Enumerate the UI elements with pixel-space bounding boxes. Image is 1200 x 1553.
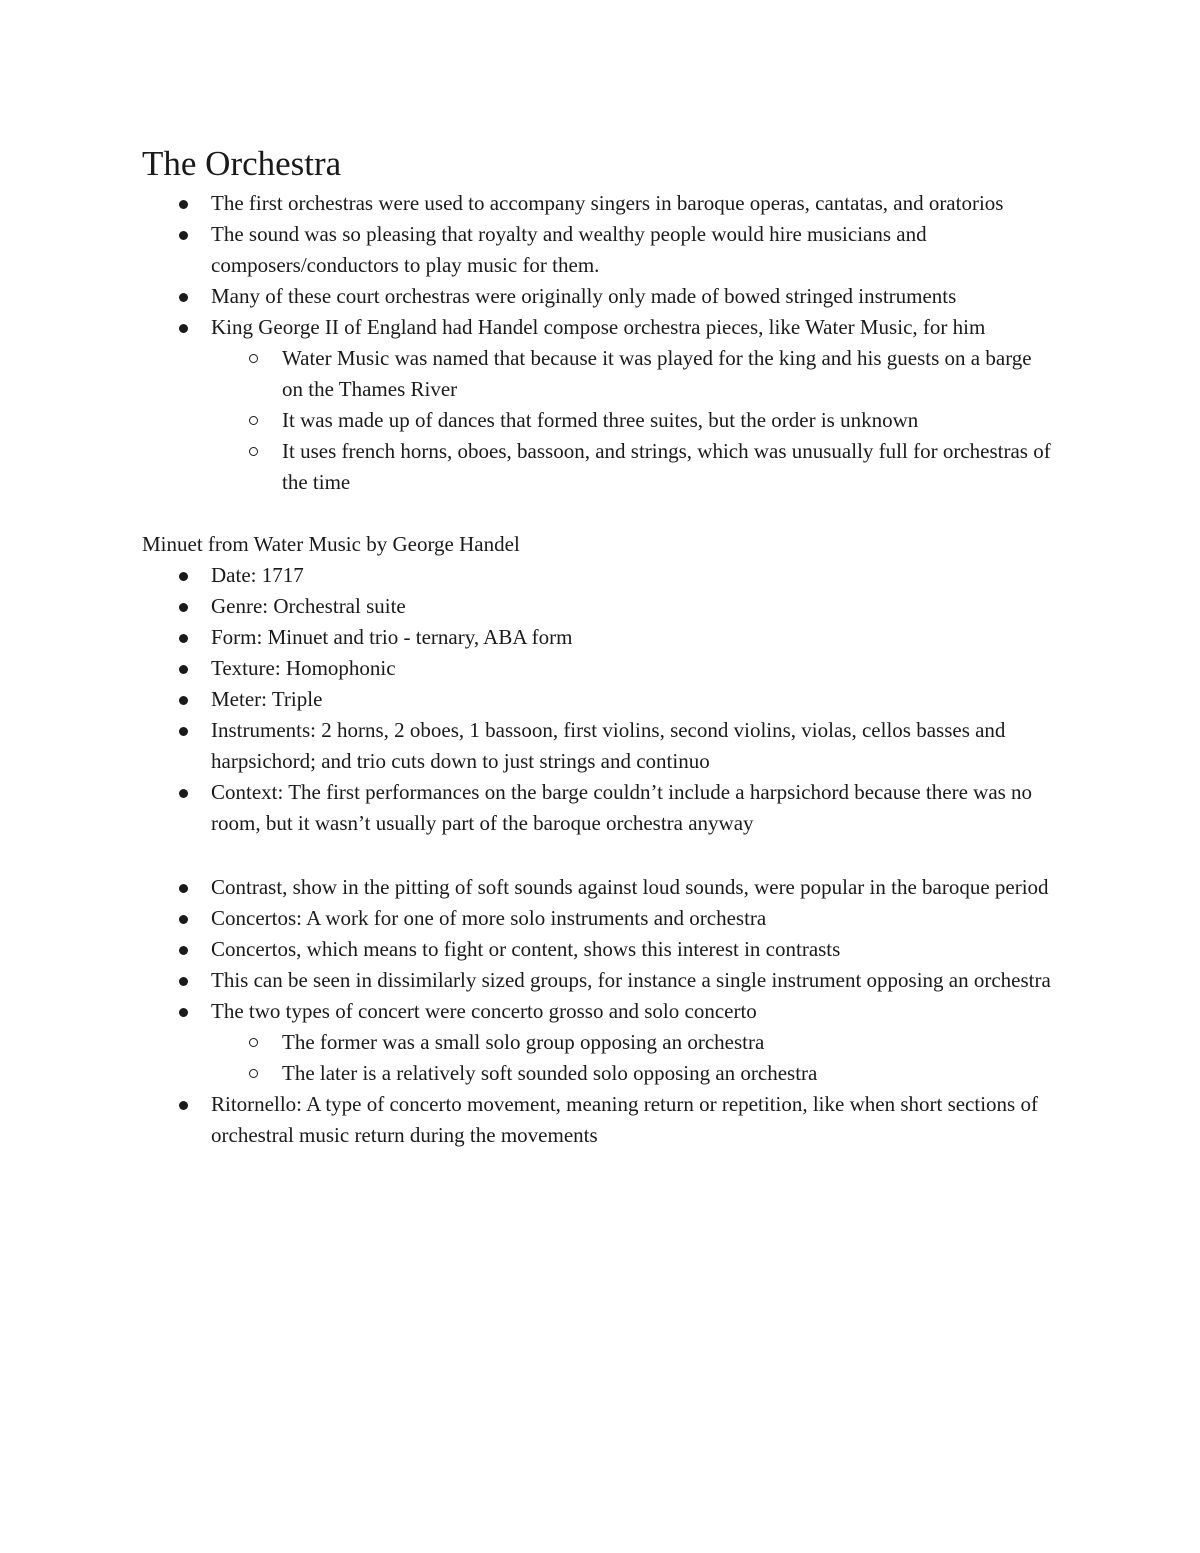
list-item: Contrast, show in the pitting of soft sounds against loud sounds, were popular in the baroque period (142, 872, 1057, 903)
list-item: Many of these court orchestras were originally only made of bowed stringed instruments (142, 281, 1057, 312)
bullet-icon (179, 884, 188, 893)
bullet-icon (179, 727, 188, 736)
list-item: Ritornello: A type of concerto movement, meaning return or repetition, like when short sections of orchestral music return during the movements (142, 1089, 1057, 1151)
list-item: King George II of England had Handel compose orchestra pieces, like Water Music, for him Water Music was named that because it was played for the king and his guests on a barge on the Thames River It was made up of dances that formed three suites, but the order is unknown It uses french horns, oboes, bassoon, and strings, which was unusually full for orchestras of the time (142, 312, 1057, 498)
bullet-icon (179, 696, 188, 705)
sub-list-item: It was made up of dances that formed three suites, but the order is unknown (211, 405, 1057, 436)
list-item: The two types of concert were concerto grosso and solo concerto The former was a small solo group opposing an orchestra The later is a relatively soft sounded solo opposing an orchestra (142, 996, 1057, 1089)
bullet-icon (179, 789, 188, 798)
sub-list-item: It uses french horns, oboes, bassoon, and strings, which was unusually full for orchestras of the time (211, 436, 1057, 498)
hollow-bullet-icon (249, 1038, 258, 1047)
bullet-icon (179, 1101, 188, 1110)
list-item: Texture: Homophonic (142, 653, 1057, 684)
list-item: Form: Minuet and trio - ternary, ABA form (142, 622, 1057, 653)
concerto-list (142, 872, 1057, 1151)
list-item: Instruments: 2 horns, 2 oboes, 1 bassoon, first violins, second violins, violas, cellos basses and harpsichord; and trio cuts down to just strings and continuo (142, 715, 1057, 777)
bullet-icon (179, 324, 188, 333)
bullet-icon (179, 572, 188, 581)
list-item: Concertos: A work for one of more solo instruments and orchestra (142, 903, 1057, 934)
hollow-bullet-icon (249, 416, 258, 425)
bullet-icon (179, 946, 188, 955)
page-title: The Orchestra (142, 144, 342, 183)
concert-types-sublist (211, 1027, 1057, 1089)
sub-list-item: The former was a small solo group opposing an orchestra (211, 1027, 1057, 1058)
sub-list-item: Water Music was named that because it was played for the king and his guests on a barge on the Thames River (211, 343, 1057, 405)
bullet-icon (179, 200, 188, 209)
spacer (142, 498, 1057, 529)
document-page (142, 140, 1057, 1151)
list-item: Meter: Triple (142, 684, 1057, 715)
list-item: Concertos, which means to fight or content, shows this interest in contrasts (142, 934, 1057, 965)
bullet-icon (179, 665, 188, 674)
list-item: Context: The first performances on the barge couldn’t include a harpsichord because there was no room, but it wasn’t usually part of the baroque orchestra anyway (142, 777, 1057, 839)
list-item: The sound was so pleasing that royalty and wealthy people would hire musicians and composers/conductors to play music for them. (142, 219, 1057, 281)
list-item: This can be seen in dissimilarly sized groups, for instance a single instrument opposing an orchestra (142, 965, 1057, 996)
list-item: Date: 1717 (142, 560, 1057, 591)
orchestra-history-list (142, 188, 1057, 498)
minuet-facts-list (142, 560, 1057, 839)
bullet-icon (179, 293, 188, 302)
bullet-icon (179, 231, 188, 240)
hollow-bullet-icon (249, 1069, 258, 1078)
spacer (142, 839, 1057, 872)
bullet-icon (179, 977, 188, 986)
bullet-icon (179, 915, 188, 924)
bullet-icon (179, 634, 188, 643)
bullet-icon (179, 603, 188, 612)
sub-list-item: The later is a relatively soft sounded solo opposing an orchestra (211, 1058, 1057, 1089)
list-item: Genre: Orchestral suite (142, 591, 1057, 622)
list-item: The first orchestras were used to accompany singers in baroque operas, cantatas, and oratorios (142, 188, 1057, 219)
section-heading: Minuet from Water Music by George Handel (142, 532, 520, 556)
hollow-bullet-icon (249, 354, 258, 363)
hollow-bullet-icon (249, 447, 258, 456)
water-music-sublist (211, 343, 1057, 498)
bullet-icon (179, 1008, 188, 1017)
